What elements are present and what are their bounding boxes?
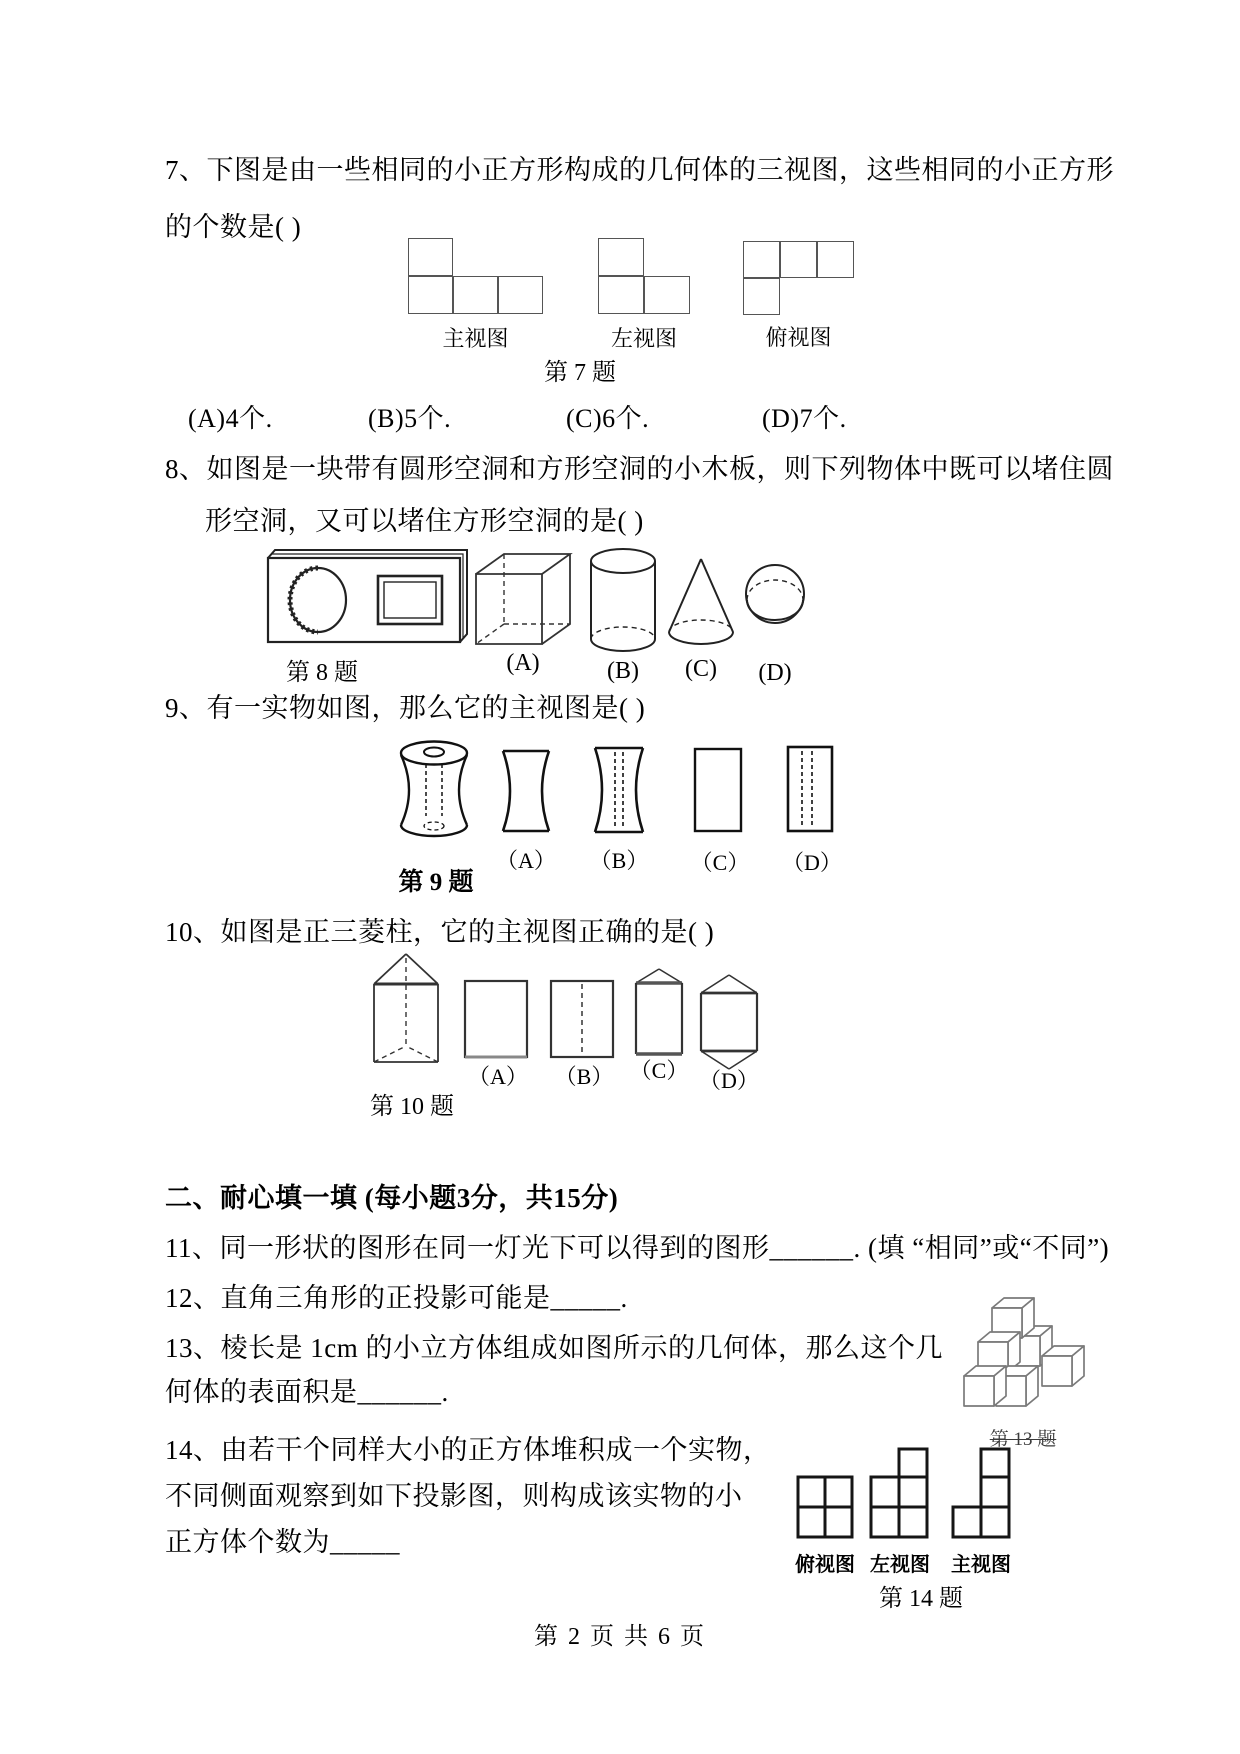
- section2-title: 二、耐心填一填 (每小题3分，共15分): [165, 1183, 619, 1213]
- q14-figure-label: 第 14 题: [879, 1586, 963, 1612]
- q10-option-a-figure: [462, 978, 530, 1060]
- q8-figure-label: 第 8 题: [286, 660, 358, 686]
- grid-square: [743, 278, 780, 315]
- q14-top-view-figure: [795, 1474, 855, 1540]
- q14-left-view-figure: [868, 1446, 930, 1540]
- q7-text-line2: 的个数是( ): [165, 212, 302, 242]
- q13-figure-label: 第 13 题: [989, 1429, 1057, 1450]
- q9-option-c-label: （C）: [690, 850, 750, 875]
- q13-text-line2: 何体的表面积是______.: [165, 1377, 449, 1407]
- q8-cylinder-figure: [586, 546, 660, 654]
- q8-sphere-figure: [742, 562, 808, 636]
- q9-object-figure: [396, 738, 472, 842]
- q14-front-view-label: 主视图: [951, 1554, 1011, 1576]
- q10-option-b-figure: [548, 978, 616, 1060]
- q11-text: 11、同一形状的图形在同一灯光下可以得到的图形______. (填 “相同”或“不同”): [165, 1233, 1110, 1263]
- q8-option-b-label: (B): [607, 658, 639, 684]
- q9-option-c-figure: [692, 746, 744, 834]
- grid-square: [498, 276, 543, 314]
- q9-option-b-figure: [590, 744, 648, 836]
- q7-top-view-label: 俯视图: [765, 325, 832, 350]
- q10-option-c-label: （C）: [629, 1058, 689, 1083]
- grid-square: [408, 276, 453, 314]
- q10-figure-label: 第 10 题: [370, 1094, 454, 1120]
- grid-square: [817, 241, 854, 278]
- q13-text-line1: 13、棱长是 1cm 的小立方体组成如图所示的几何体，那么这个几: [165, 1333, 943, 1363]
- q7-left-view-figure: [598, 238, 690, 353]
- q8-option-a-label: (A): [506, 650, 540, 676]
- q9-figure-label: 第 9 题: [398, 869, 474, 896]
- q7-option-a: (A)4个.: [188, 404, 273, 433]
- page-footer: 第 2 页 共 6 页: [534, 1624, 706, 1650]
- q7-left-view-label: 左视图: [610, 326, 677, 351]
- q8-cone-figure: [665, 554, 737, 650]
- q9-option-a-figure: [498, 746, 554, 836]
- q10-option-b-label: （B）: [554, 1064, 614, 1089]
- grid-square: [644, 276, 690, 314]
- q8-option-d-label: (D): [758, 660, 792, 686]
- q14-text-line1: 14、由若干个同样大小的正方体堆积成一个实物，: [165, 1435, 771, 1465]
- q7-option-b: (B)5个.: [368, 404, 452, 433]
- q7-option-d: (D)7个.: [762, 404, 847, 433]
- q9-option-a-label: （A）: [496, 848, 556, 873]
- q7-text-line1: 7、下图是由一些相同的小正方形构成的几何体的三视图，这些相同的小正方形: [165, 155, 1114, 185]
- q14-text-line3: 正方体个数为_____: [165, 1527, 400, 1557]
- q10-prism-figure: [368, 950, 444, 1068]
- q13-cube-stack-figure: [958, 1292, 1090, 1416]
- q9-text-line1: 9、有一实物如图，那么它的主视图是( ): [165, 693, 646, 723]
- q7-front-view-figure: [408, 238, 543, 353]
- q7-front-view-label: 主视图: [442, 326, 509, 351]
- q9-option-b-label: （B）: [589, 848, 649, 873]
- grid-square: [408, 238, 453, 276]
- q14-front-view-figure: [950, 1446, 1012, 1540]
- q10-text-line1: 10、如图是正三菱柱，它的主视图正确的是( ): [165, 917, 715, 947]
- q14-left-view-label: 左视图: [870, 1554, 930, 1576]
- q10-option-c-figure: [633, 966, 685, 1060]
- q8-board-figure: [262, 546, 472, 650]
- q14-top-view-label: 俯视图: [795, 1554, 855, 1576]
- grid-square: [743, 241, 780, 278]
- q10-option-d-label: （D）: [699, 1068, 759, 1093]
- grid-square: [780, 241, 817, 278]
- q8-option-c-label: (C): [685, 656, 717, 682]
- q10-option-a-label: （A）: [468, 1064, 528, 1089]
- q8-text-line1: 8、如图是一块带有圆形空洞和方形空洞的小木板，则下列物体中既可以堵住圆: [165, 454, 1114, 484]
- q8-text-line2: 形空洞，又可以堵住方形空洞的是( ): [205, 506, 644, 536]
- q14-text-line2: 不同侧面观察到如下投影图，则构成该实物的小: [165, 1481, 743, 1511]
- q7-figure-label: 第 7 题: [544, 360, 616, 386]
- grid-square: [453, 276, 498, 314]
- grid-square: [598, 276, 644, 314]
- q10-option-d-figure: [698, 972, 760, 1072]
- q7-top-view-figure: [743, 241, 854, 353]
- q8-cuboid-figure: [468, 548, 578, 648]
- grid-square: [598, 238, 644, 276]
- q7-option-c: (C)6个.: [566, 404, 650, 433]
- q12-text: 12、直角三角形的正投影可能是_____.: [165, 1283, 628, 1313]
- q9-option-d-label: （D）: [782, 850, 842, 875]
- q9-option-d-figure: [785, 744, 835, 834]
